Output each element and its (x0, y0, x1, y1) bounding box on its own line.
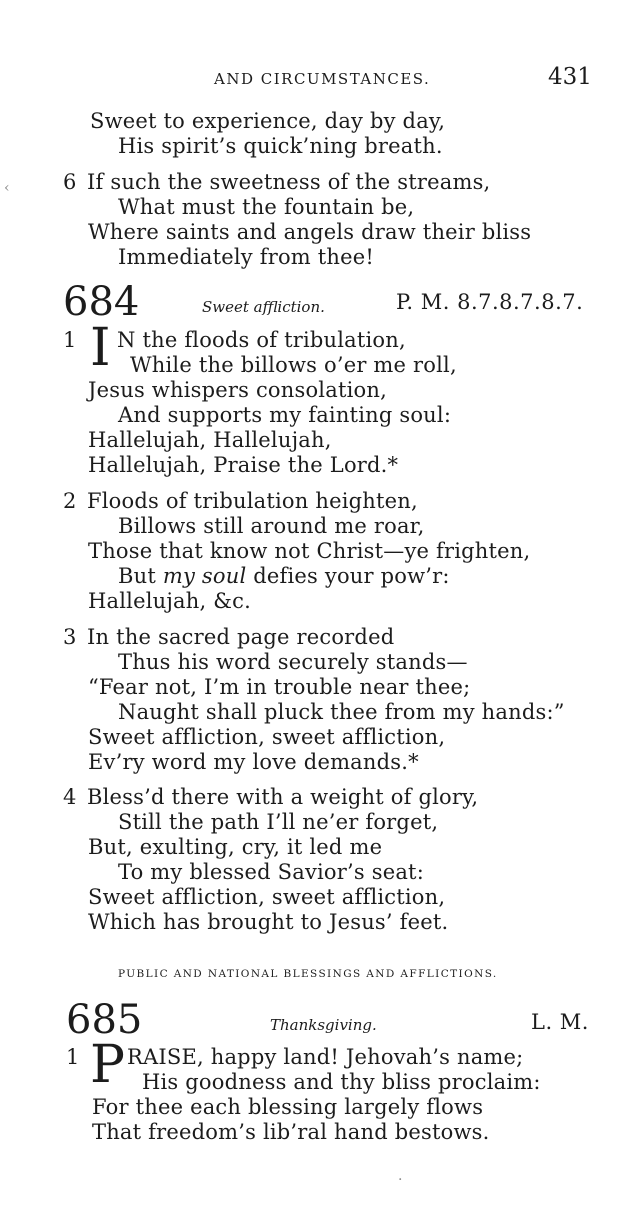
footer-mark: . (398, 1168, 403, 1184)
drop-cap: I (90, 318, 111, 378)
stanza-line: His goodness and thy bliss proclaim: (142, 1070, 541, 1094)
stanza-line: Sweet affliction, sweet affliction, (88, 725, 446, 749)
continuation-line: His spirit’s quick’ning breath. (118, 134, 443, 158)
tune-name: Thanksgiving. (270, 1016, 377, 1034)
stanza-line: If such the sweetness of the streams, (87, 170, 491, 194)
line-text: defies your pow’r: (246, 564, 450, 588)
stanza-line: Those that know not Christ—ye frighten, (88, 539, 531, 563)
stanza-number: 6 (63, 170, 77, 194)
stanza-number: 1 (63, 328, 77, 352)
stanza-number: 1 (66, 1045, 80, 1069)
line-text: But (118, 564, 163, 588)
stanza-line: Hallelujah, Praise the Lord.* (88, 453, 399, 477)
stanza-line: Hallelujah, Hallelujah, (88, 428, 332, 452)
stanza-line: And supports my fainting soul: (118, 403, 452, 427)
stanza-line: Billows still around me roar, (118, 514, 425, 538)
running-header: AND CIRCUMSTANCES. (214, 70, 431, 88)
stanza-line: Immediately from thee! (118, 245, 375, 269)
stanza-line: N the floods of tribulation, (117, 328, 406, 352)
stanza-line: Ev’ry word my love demands.* (88, 750, 419, 774)
page-number: 431 (548, 64, 592, 90)
stanza-line: While the billows o’er me roll, (130, 353, 457, 377)
italic-phrase: my soul (162, 564, 247, 588)
stanza-line: What must the fountain be, (118, 195, 415, 219)
continuation-line: Sweet to experience, day by day, (90, 109, 446, 133)
stanza-line: Which has brought to Jesus’ feet. (88, 910, 449, 934)
stanza-line: Bless’d there with a weight of glory, (87, 785, 479, 809)
stanza-number: 3 (63, 625, 77, 649)
stanza-line: Floods of tribulation heighten, (87, 489, 418, 513)
stanza-line: Still the path I’ll ne’er forget, (118, 810, 439, 834)
stanza-line: “Fear not, I’m in trouble near thee; (88, 675, 471, 699)
stanza-line: Hallelujah, &c. (88, 589, 251, 613)
stanza-line: Naught shall pluck thee from my hands:” (118, 700, 565, 724)
stanza-line: In the sacred page recorded (87, 625, 395, 649)
stanza-number: 4 (63, 785, 77, 809)
drop-cap: P (90, 1035, 125, 1095)
hymn-number: 685 (66, 997, 143, 1043)
stanza-line: For thee each blessing largely flows (92, 1095, 484, 1119)
meter: P. M. 8.7.8.7.8.7. (396, 290, 584, 314)
stanza-line: Where saints and angels draw their bliss (88, 220, 532, 244)
hymn-number: 684 (63, 279, 140, 325)
stanza-line: Thus his word securely stands— (118, 650, 468, 674)
tune-name: Sweet affliction. (202, 298, 325, 316)
stanza-number: 2 (63, 489, 77, 513)
meter: L. M. (531, 1010, 589, 1034)
stanza-line: Jesus whispers consolation, (88, 378, 387, 402)
stanza-line (118, 564, 450, 589)
section-heading: PUBLIC AND NATIONAL BLESSINGS AND AFFLICTIONS. (118, 968, 498, 980)
stanza-line: But, exulting, cry, it led me (88, 835, 383, 859)
stanza-line: That freedom’s lib’ral hand bestows. (92, 1120, 490, 1144)
margin-mark: ‹ (4, 180, 10, 196)
stanza-line: To my blessed Savior’s seat: (118, 860, 424, 884)
stanza-line: Sweet affliction, sweet affliction, (88, 885, 446, 909)
stanza-line: RAISE, happy land! Jehovah’s name; (127, 1045, 524, 1069)
